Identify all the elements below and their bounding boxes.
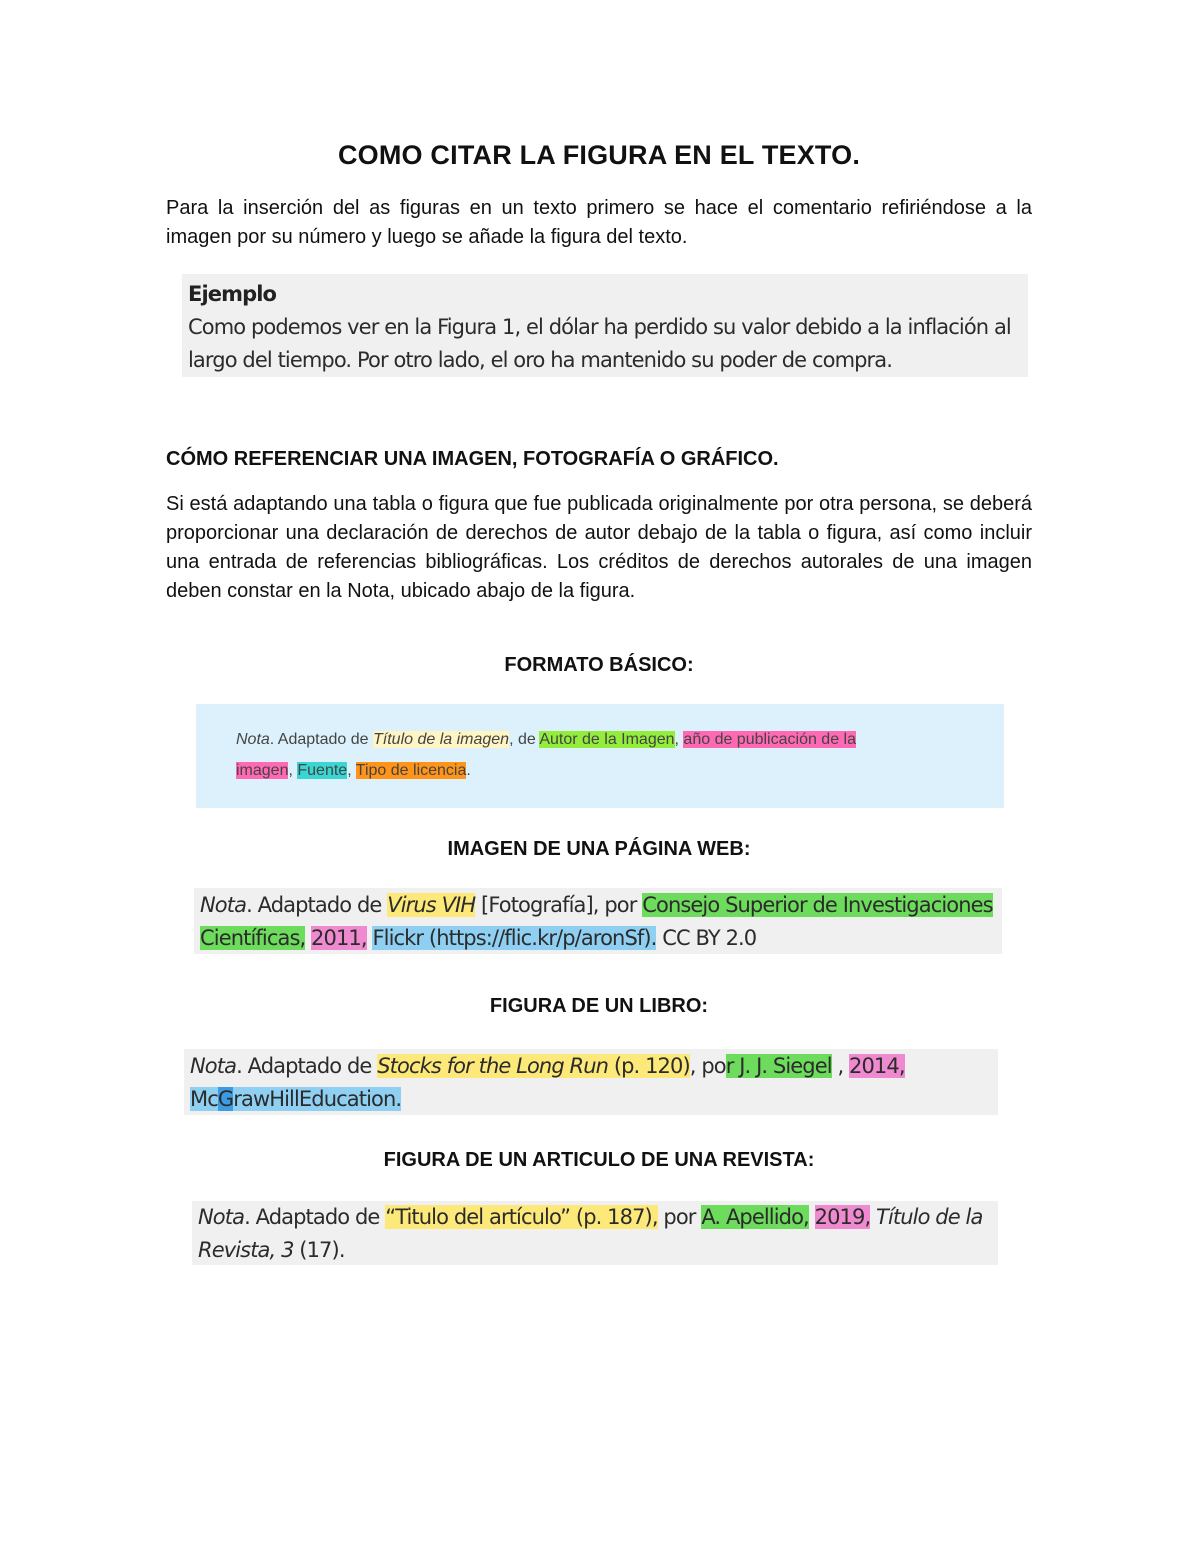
publisher-text: rawHillEducation. xyxy=(233,1087,402,1111)
author-text: r J. J. Siegel xyxy=(725,1054,832,1078)
author-placeholder: Autor de la Imagen xyxy=(539,731,675,748)
license-placeholder: Tipo de licencia xyxy=(355,762,467,779)
example-box xyxy=(182,274,1028,377)
web-example-box xyxy=(194,888,1002,954)
web-heading: IMAGEN DE UNA PÁGINA WEB: xyxy=(447,838,751,860)
author-text: A. Apellido, xyxy=(701,1205,809,1229)
article-line-2 xyxy=(198,1234,992,1267)
publisher-text: G xyxy=(217,1087,234,1111)
article-title: “Titulo del artículo” (p. 187), xyxy=(385,1205,658,1229)
basic-format-box xyxy=(196,704,1004,808)
section-heading: CÓMO REFERENCIAR UNA IMAGEN, FOTOGRAFÍA O GRÁFICO. xyxy=(166,448,779,470)
web-line-1 xyxy=(200,889,996,922)
article-heading: FIGURA DE UN ARTICULO DE UNA REVISTA: xyxy=(383,1149,815,1171)
nota-label: Nota xyxy=(190,1054,237,1078)
source-placeholder: Fuente xyxy=(297,762,348,779)
por-text: , po xyxy=(689,1054,726,1078)
publisher-text: Mc xyxy=(190,1087,218,1111)
de-text: , de xyxy=(509,731,540,748)
book-line-2 xyxy=(190,1083,992,1116)
year-placeholder-cont: imagen xyxy=(236,762,289,779)
adaptado-text: . Adaptado de xyxy=(246,893,388,917)
book-example-box xyxy=(184,1049,998,1115)
page-text: (p. 120) xyxy=(608,1054,690,1078)
source-link: Flickr (https://flic.kr/p/aronSf). xyxy=(372,926,657,950)
intro-paragraph: Para la inserción del as figuras en un texto primero se hace el comentario refiriéndose a la imagen por su número y luego se añade la figura del texto. xyxy=(166,197,1032,248)
journal-title-cont: Revista, 3 xyxy=(198,1238,294,1262)
author-text: Consejo Superior de Investigaciones xyxy=(642,893,993,917)
separator: , xyxy=(347,762,356,779)
adaptado-text: . Adaptado de xyxy=(269,731,373,748)
year-placeholder: año de publicación de la xyxy=(683,731,856,748)
por-text: por xyxy=(657,1205,702,1229)
license-text: CC BY 2.0 xyxy=(656,926,757,950)
nota-label: Nota xyxy=(200,893,247,917)
book-heading: FIGURA DE UN LIBRO: xyxy=(489,995,709,1017)
separator: , xyxy=(288,762,298,779)
image-title-placeholder: Título de la imagen xyxy=(373,731,510,748)
adaptado-text: . Adaptado de xyxy=(236,1054,378,1078)
section-paragraph: Si está adaptando una tabla o figura que fue publicada originalmente por otra persona, se deberá proporcionar una declaración de derechos de autor debajo de la tabla o figura, así como incluir una entrada de referencias bibliográficas. Los créditos de derechos autorales de una imagen deben constar en la Nota, ubicado abajo de la figura. xyxy=(166,493,1032,602)
web-line-2 xyxy=(200,922,996,955)
year-text: 2011, xyxy=(311,926,367,950)
book-title: Stocks for the Long Run xyxy=(377,1054,609,1078)
article-example-box xyxy=(192,1201,998,1265)
separator: , xyxy=(831,1054,850,1078)
nota-label: Nota xyxy=(198,1205,245,1229)
basic-format-line-2 xyxy=(236,755,944,786)
basic-format-line-1 xyxy=(236,724,944,755)
end-period: . xyxy=(466,762,471,779)
article-line-1 xyxy=(198,1201,992,1234)
year-text: 2014, xyxy=(849,1054,905,1078)
example-line-2: largo del tiempo. Por otro lado, el oro ha mantenido su poder de compra. xyxy=(188,348,893,372)
year-text: 2019, xyxy=(814,1205,871,1229)
example-line-1: Como podemos ver en la Figura 1, el dólar ha perdido su valor debido a la inflación al xyxy=(188,315,1011,339)
adaptado-text: . Adaptado de xyxy=(244,1205,386,1229)
image-title: Virus VIH xyxy=(387,893,476,917)
journal-title: Título de la xyxy=(870,1205,983,1229)
book-line-1 xyxy=(190,1050,992,1083)
author-text-cont: Científicas, xyxy=(200,926,306,950)
example-label: Ejemplo xyxy=(188,282,277,306)
page-title: COMO CITAR LA FIGURA EN EL TEXTO. xyxy=(337,140,861,170)
type-text: [Fotografía], por xyxy=(475,893,643,917)
separator: , xyxy=(674,731,684,748)
basic-format-heading: FORMATO BÁSICO: xyxy=(504,654,694,676)
issue-text: (17). xyxy=(293,1238,345,1262)
nota-label: Nota xyxy=(236,731,270,748)
